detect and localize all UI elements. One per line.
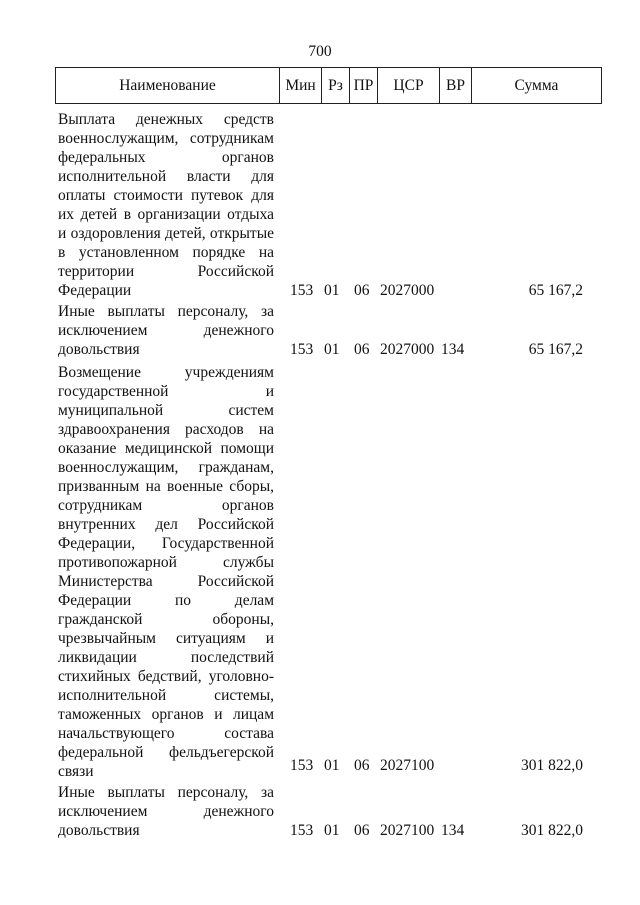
header-pr: ПР: [350, 68, 378, 103]
row-pr: 06: [354, 341, 370, 358]
row-rz: 01: [324, 282, 340, 299]
header-min: Мин: [280, 68, 322, 103]
row-csr: 2027000: [380, 282, 435, 299]
table-header: [55, 67, 602, 104]
table-row: [0, 363, 640, 780]
row-sum: 65 167,2: [528, 282, 583, 299]
row-rz: 01: [324, 822, 340, 839]
row-name: Возмещение учреждениям государственной и муниципальной систем здравоохранения расходов на оказание медицинской помощи военнослужащим, гражданам, призванным на военные сборы, сотрудникам органов внутренних дел Российской Федерации, Государственной противопожарной службы Министерства Российской Федерации по делам гражданской обороны, чрезвычайным ситуациям и ликвидации последствий стихийных бедствий, уголовно-исполнительной системы, таможенных органов и лицам начальствующего состава федеральной фельдъегерской связи: [58, 364, 274, 780]
table-row: [0, 302, 640, 359]
row-csr: 2027100: [380, 757, 435, 774]
row-min: 153: [290, 341, 314, 358]
table-row: [0, 783, 640, 840]
row-rz: 01: [324, 341, 340, 358]
row-sum: 301 822,0: [521, 757, 583, 774]
row-min: 153: [290, 757, 314, 774]
header-rz: Рз: [322, 68, 350, 103]
row-name: Иные выплаты персоналу, за исключением денежного довольствия: [58, 303, 274, 358]
header-name: Наименование: [56, 68, 280, 103]
row-sum: 301 822,0: [521, 822, 583, 839]
header-csr: ЦСР: [378, 68, 440, 103]
row-pr: 06: [354, 822, 370, 839]
row-csr: 2027100: [380, 822, 435, 839]
table-row: [0, 110, 640, 300]
header-sum: Сумма: [514, 77, 559, 94]
row-csr: 2027000: [380, 341, 435, 358]
row-rz: 01: [324, 757, 340, 774]
row-sum: 65 167,2: [528, 341, 583, 358]
row-min: 153: [290, 822, 314, 839]
row-vr: 134: [441, 341, 465, 358]
header-vr: ВР: [440, 68, 472, 103]
row-pr: 06: [354, 282, 370, 299]
page-number: 700: [308, 43, 332, 60]
row-pr: 06: [354, 757, 370, 774]
row-min: 153: [290, 282, 314, 299]
row-name: Иные выплаты персоналу, за исключением денежного довольствия: [58, 784, 274, 839]
row-name: Выплата денежных средств военнослужащим, сотрудникам федеральных органов исполнительной власти для оплаты стоимости путевок для их детей в организации отдыха и оздоровления детей, открытые в установленном порядке на территории Российской Федерации: [58, 111, 274, 299]
row-vr: 134: [441, 822, 465, 839]
